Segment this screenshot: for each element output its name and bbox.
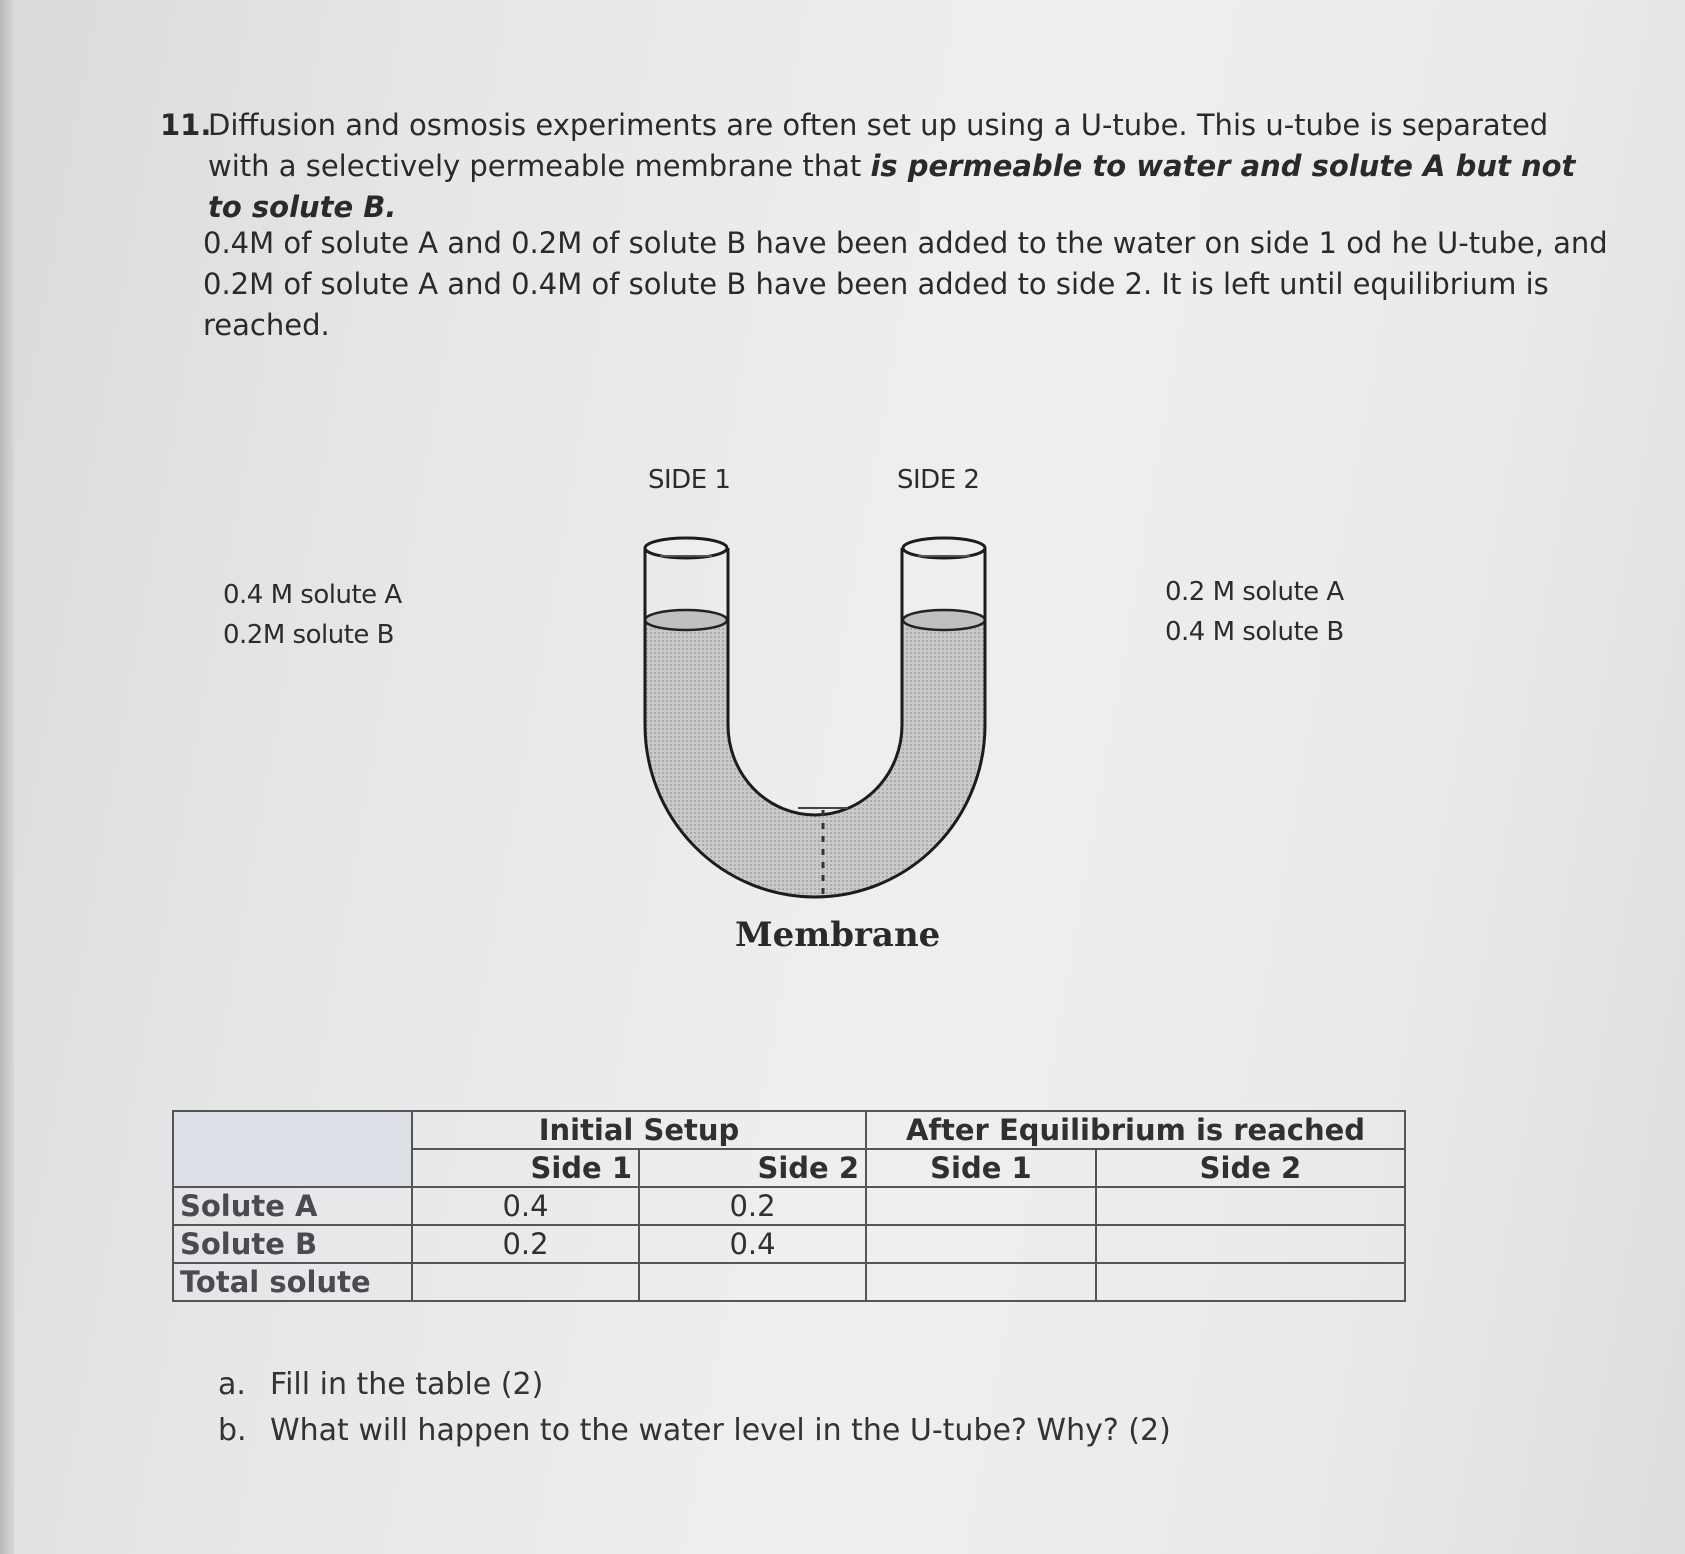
u-tube-liquid xyxy=(645,620,985,897)
cell-initial-side-2[interactable] xyxy=(639,1263,866,1301)
question-number: 11. xyxy=(160,108,212,142)
cell-initial-side-2: 0.2 xyxy=(639,1187,866,1225)
cell-after-side-1[interactable] xyxy=(866,1263,1096,1301)
question-paragraph-2: 0.4M of solute A and 0.2M of solute B have been added to the water on side 1 od he U-tube, and 0.2M of solute A and 0.4M of solute B have been added to side 2. It is left until equilibrium is reached. xyxy=(203,226,1608,342)
sub-question-text: Fill in the table (2) xyxy=(270,1367,544,1402)
cell-initial-side-1: 0.4 xyxy=(412,1187,639,1225)
sub-question-a xyxy=(218,1362,1171,1408)
table-row xyxy=(173,1187,1405,1225)
after-side-2-header: Side 2 xyxy=(1096,1149,1405,1187)
row-label: Solute A xyxy=(173,1187,412,1225)
side-2-solute-a-note: 0.2 M solute A xyxy=(1165,577,1344,607)
cell-after-side-2[interactable] xyxy=(1096,1225,1405,1263)
question-intro xyxy=(208,105,1618,228)
side-1-solute-b-note: 0.2M solute B xyxy=(223,620,394,650)
row-label: Solute B xyxy=(173,1225,412,1263)
initial-side-1-header: Side 1 xyxy=(412,1149,639,1187)
side-1-label: SIDE 1 xyxy=(648,465,731,495)
cell-after-side-2[interactable] xyxy=(1096,1187,1405,1225)
sub-question-letter: a. xyxy=(218,1367,246,1402)
side-2-liquid-surface xyxy=(903,610,985,630)
side-2-label: SIDE 2 xyxy=(897,465,980,495)
side-2-solute-b-note: 0.4 M solute B xyxy=(1165,617,1344,647)
cell-after-side-2[interactable] xyxy=(1096,1263,1405,1301)
after-side-1-header: Side 1 xyxy=(866,1149,1096,1187)
table-corner-cell xyxy=(173,1111,412,1187)
sub-question-text: What will happen to the water level in the U-tube? Why? (2) xyxy=(270,1413,1171,1448)
cell-initial-side-1[interactable] xyxy=(412,1263,639,1301)
solute-table xyxy=(172,1110,1406,1302)
side-1-liquid-surface xyxy=(645,610,727,630)
membrane-label: Membrane xyxy=(735,915,941,955)
sub-question-b xyxy=(218,1408,1171,1454)
initial-side-2-header: Side 2 xyxy=(639,1149,866,1187)
cell-initial-side-2: 0.4 xyxy=(639,1225,866,1263)
row-label: Total solute xyxy=(173,1263,412,1301)
cell-after-side-1[interactable] xyxy=(866,1225,1096,1263)
cell-after-side-1[interactable] xyxy=(866,1187,1096,1225)
side-1-solute-a-note: 0.4 M solute A xyxy=(223,580,402,610)
table-row xyxy=(173,1263,1405,1301)
initial-setup-header: Initial Setup xyxy=(412,1111,866,1149)
page-edge xyxy=(0,0,14,1554)
u-tube-diagram xyxy=(630,520,1030,920)
sub-questions xyxy=(218,1362,1171,1454)
question-intro-emphasis: is permeable to water and solute A but not to solute B. xyxy=(208,149,1576,224)
cell-initial-side-1: 0.2 xyxy=(412,1225,639,1263)
table-group-header-row xyxy=(173,1111,1405,1149)
table-row xyxy=(173,1225,1405,1263)
question-intro-text: Diffusion and osmosis experiments are often set up using a U-tube. This u-tube is separated with a selectively permeable membrane that xyxy=(208,108,1549,183)
sub-question-letter: b. xyxy=(218,1413,247,1448)
after-equilibrium-header: After Equilibrium is reached xyxy=(866,1111,1405,1149)
